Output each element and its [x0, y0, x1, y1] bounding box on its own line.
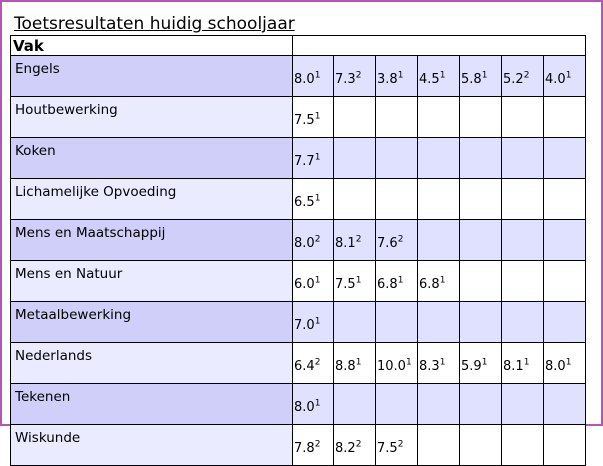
empty-grade-cell — [460, 384, 502, 425]
empty-grade-cell — [376, 179, 418, 220]
grade-cell — [460, 56, 502, 97]
subject-cell: Wiskunde — [11, 425, 293, 466]
grade-weight: 1 — [314, 193, 321, 204]
empty-grade-cell — [460, 425, 502, 466]
grade-value: 10.0 — [377, 358, 406, 374]
subject-column-header: Vak — [11, 36, 293, 56]
grade-weight: 2 — [397, 439, 404, 450]
grade-cell — [293, 384, 334, 425]
grade-weight: 1 — [314, 398, 321, 409]
grade-cell — [418, 261, 460, 302]
grade-value: 8.1 — [503, 358, 524, 374]
grade-value: 6.5 — [294, 194, 315, 210]
grade-value: 6.8 — [377, 276, 398, 292]
subject-cell: Engels — [11, 56, 293, 97]
grade-cell — [334, 343, 376, 384]
grade-cell — [334, 425, 376, 466]
empty-grade-cell — [418, 302, 460, 343]
grade-weight: 1 — [405, 357, 412, 368]
grade-cell — [293, 343, 334, 384]
grade-value: 4.0 — [545, 71, 566, 87]
empty-grade-cell — [418, 179, 460, 220]
table-row — [11, 384, 586, 425]
grade-cell — [334, 261, 376, 302]
empty-grade-cell — [502, 97, 544, 138]
subject-cell: Mens en Natuur — [11, 261, 293, 302]
grade-value: 5.8 — [461, 71, 482, 87]
grade-cell — [376, 343, 418, 384]
empty-grade-cell — [376, 97, 418, 138]
table-row — [11, 138, 586, 179]
empty-grade-cell — [418, 425, 460, 466]
grade-cell — [293, 302, 334, 343]
grade-cell — [376, 56, 418, 97]
empty-grade-cell — [502, 302, 544, 343]
grade-weight: 1 — [355, 275, 362, 286]
empty-grade-cell — [334, 384, 376, 425]
grade-weight: 1 — [565, 357, 572, 368]
grade-weight: 1 — [481, 70, 488, 81]
empty-grade-cell — [376, 302, 418, 343]
grade-weight: 2 — [314, 234, 321, 245]
grade-weight: 2 — [355, 234, 362, 245]
grade-value: 8.0 — [294, 399, 315, 415]
empty-grade-cell — [502, 138, 544, 179]
grade-cell — [293, 261, 334, 302]
table-row — [11, 179, 586, 220]
grade-value: 7.6 — [377, 235, 398, 251]
table-row — [11, 425, 586, 466]
grade-value: 7.5 — [294, 112, 315, 128]
empty-grade-cell — [460, 220, 502, 261]
empty-grade-cell — [376, 138, 418, 179]
subject-cell: Metaalbewerking — [11, 302, 293, 343]
empty-grade-cell — [418, 138, 460, 179]
empty-grade-cell — [502, 179, 544, 220]
grade-weight: 1 — [481, 357, 488, 368]
subject-cell: Nederlands — [11, 343, 293, 384]
table-row — [11, 220, 586, 261]
grade-value: 6.0 — [294, 276, 315, 292]
empty-grade-cell — [334, 138, 376, 179]
grade-cell — [544, 343, 586, 384]
grade-weight: 1 — [314, 275, 321, 286]
empty-grade-cell — [460, 97, 502, 138]
grades-table — [10, 35, 586, 466]
grade-value: 7.7 — [294, 153, 315, 169]
empty-grade-cell — [460, 179, 502, 220]
grade-cell — [334, 220, 376, 261]
grade-value: 7.5 — [335, 276, 356, 292]
grade-value: 3.8 — [377, 71, 398, 87]
empty-grade-cell — [334, 302, 376, 343]
grade-cell — [293, 179, 334, 220]
grade-cell — [334, 56, 376, 97]
grade-weight: 1 — [397, 275, 404, 286]
grade-value: 5.2 — [503, 71, 524, 87]
grade-weight: 1 — [565, 70, 572, 81]
grade-value: 8.0 — [545, 358, 566, 374]
grade-weight: 1 — [397, 70, 404, 81]
grade-value: 8.0 — [294, 71, 315, 87]
grade-cell — [293, 220, 334, 261]
empty-grade-cell — [502, 384, 544, 425]
grade-weight: 1 — [314, 316, 321, 327]
table-row — [11, 343, 586, 384]
empty-grade-cell — [334, 179, 376, 220]
empty-grade-cell — [544, 179, 586, 220]
empty-grade-cell — [544, 97, 586, 138]
empty-grade-cell — [334, 97, 376, 138]
grade-cell — [376, 425, 418, 466]
empty-grade-cell — [544, 302, 586, 343]
page-title: Toetsresultaten huidig schooljaar — [14, 14, 295, 34]
grade-weight: 1 — [439, 70, 446, 81]
subject-cell: Houtbewerking — [11, 97, 293, 138]
grade-weight: 2 — [314, 357, 321, 368]
grade-weight: 1 — [314, 152, 321, 163]
table-row — [11, 97, 586, 138]
grade-weight: 1 — [314, 70, 321, 81]
empty-grade-cell — [544, 384, 586, 425]
subject-cell: Koken — [11, 138, 293, 179]
grade-value: 8.0 — [294, 235, 315, 251]
table-row — [11, 261, 586, 302]
grade-weight: 2 — [355, 70, 362, 81]
empty-grade-cell — [544, 425, 586, 466]
empty-grade-cell — [376, 384, 418, 425]
grade-weight: 1 — [355, 357, 362, 368]
grade-cell — [376, 261, 418, 302]
grade-weight: 1 — [439, 275, 446, 286]
grade-cell — [293, 56, 334, 97]
grade-value: 4.5 — [419, 71, 440, 87]
empty-grade-cell — [418, 384, 460, 425]
empty-grade-cell — [544, 261, 586, 302]
subject-cell: Tekenen — [11, 384, 293, 425]
empty-grade-cell — [460, 261, 502, 302]
grade-value: 8.2 — [335, 440, 356, 456]
grade-cell — [293, 97, 334, 138]
grade-cell — [293, 425, 334, 466]
grade-weight: 2 — [314, 439, 321, 450]
grade-cell — [544, 56, 586, 97]
grade-cell — [502, 343, 544, 384]
table-row — [11, 302, 586, 343]
grade-value: 6.8 — [419, 276, 440, 292]
grade-value: 5.9 — [461, 358, 482, 374]
grade-value: 7.5 — [377, 440, 398, 456]
grade-value: 8.8 — [335, 358, 356, 374]
subject-cell: Mens en Maatschappij — [11, 220, 293, 261]
grade-weight: 1 — [523, 357, 530, 368]
empty-grade-cell — [460, 138, 502, 179]
subject-cell: Lichamelijke Opvoeding — [11, 179, 293, 220]
grade-cell — [418, 56, 460, 97]
empty-grade-cell — [502, 425, 544, 466]
grade-cell — [502, 56, 544, 97]
grade-value: 6.4 — [294, 358, 315, 374]
empty-grade-cell — [544, 138, 586, 179]
empty-grade-cell — [460, 302, 502, 343]
empty-grade-cell — [544, 220, 586, 261]
grades-column-header — [293, 36, 586, 56]
empty-grade-cell — [502, 261, 544, 302]
grade-value: 7.3 — [335, 71, 356, 87]
grade-weight: 2 — [523, 70, 530, 81]
empty-grade-cell — [502, 220, 544, 261]
grade-weight: 1 — [439, 357, 446, 368]
grade-value: 7.8 — [294, 440, 315, 456]
table-row — [11, 56, 586, 97]
grade-value: 8.1 — [335, 235, 356, 251]
grade-weight: 2 — [397, 234, 404, 245]
grade-cell — [293, 138, 334, 179]
grade-weight: 2 — [355, 439, 362, 450]
grade-weight: 1 — [314, 111, 321, 122]
grade-cell — [376, 220, 418, 261]
empty-grade-cell — [418, 220, 460, 261]
grade-value: 8.3 — [419, 358, 440, 374]
grade-cell — [460, 343, 502, 384]
empty-grade-cell — [418, 97, 460, 138]
grade-value: 7.0 — [294, 317, 315, 333]
grade-cell — [418, 343, 460, 384]
